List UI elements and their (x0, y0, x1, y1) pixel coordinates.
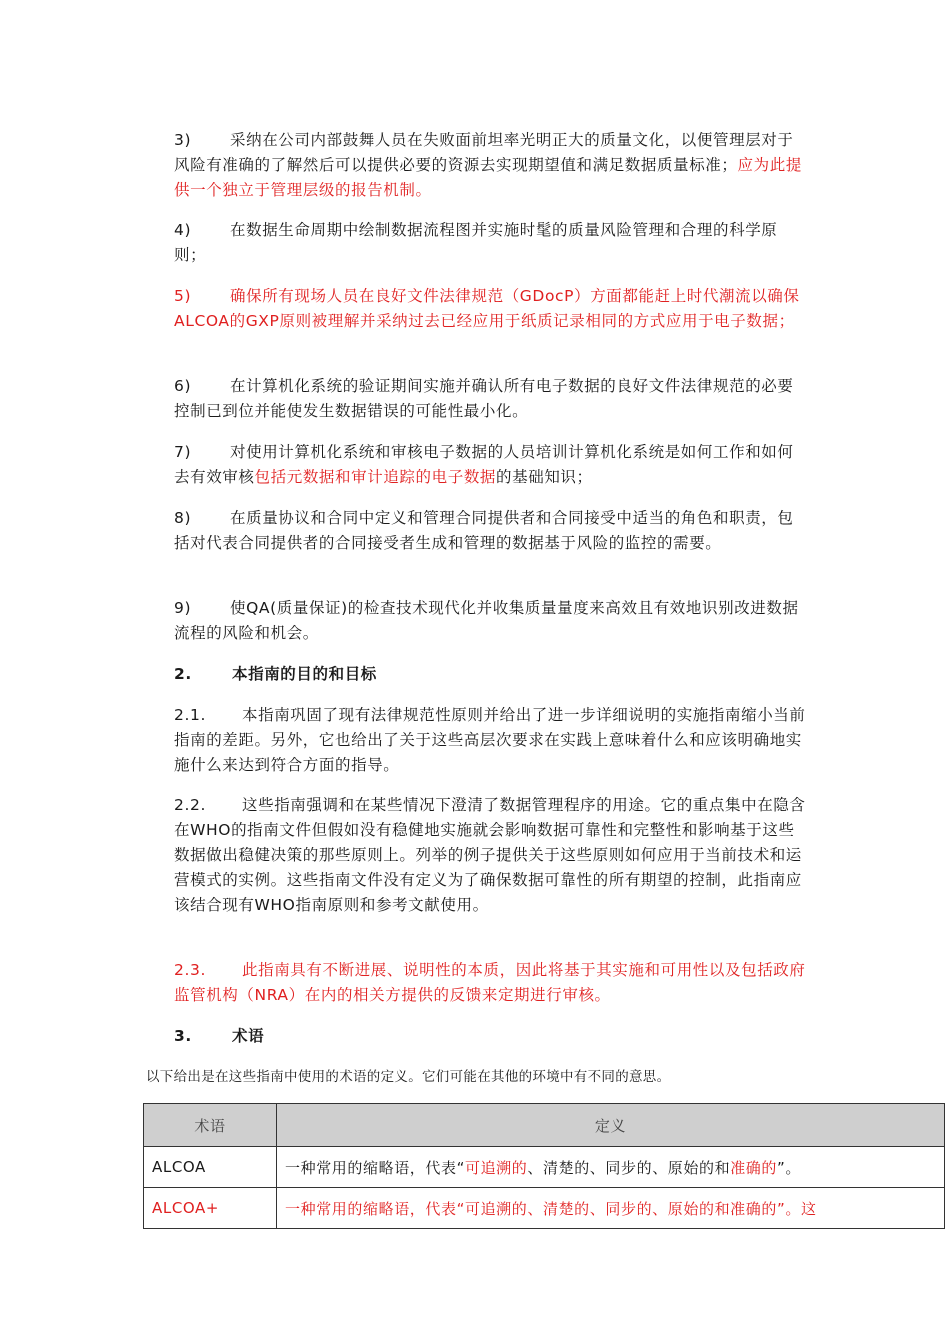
section-title: 术语 (232, 1027, 265, 1045)
item-number: 4) (174, 221, 192, 239)
definition-cell: 一种常用的缩略语，代表“可追溯的、清楚的、同步的、原始的和准确的”。这 (277, 1188, 945, 1229)
list-item-7 (174, 440, 806, 490)
item-text: 在质量协议和合同中定义和管理合同提供者和合同接受中适当的角色和职责，包括对代表合同提供者的合同接受者生成和管理的数据基于风险的监控的需要。 (174, 509, 794, 552)
paragraph-2-1 (174, 703, 806, 778)
paragraph-number: 2.1. (174, 706, 206, 724)
item-number: 5) (174, 287, 192, 305)
item-number: 3) (174, 131, 192, 149)
paragraph-2-2 (174, 793, 806, 918)
list-item-3 (174, 128, 806, 203)
paragraph-number: 2.2. (174, 796, 206, 814)
item-number: 6) (174, 377, 192, 395)
item-number: 7) (174, 443, 192, 461)
item-text: 确保所有现场人员在良好文件法律规范（GDocP）方面都能赶上时代潮流以确保ALCOA的GXP原则被理解并采纳过去已经应用于纸质记录相同的方式应用于电子数据； (174, 287, 800, 330)
definition-highlight: 准确的 (730, 1158, 778, 1177)
definition-cell (277, 1147, 945, 1188)
section-heading-2 (174, 662, 377, 687)
section-title: 本指南的目的和目标 (232, 665, 377, 683)
item-text-tail: 的基础知识； (496, 468, 593, 486)
section-number: 3. (174, 1027, 192, 1045)
list-item-8 (174, 506, 806, 556)
item-number: 9) (174, 599, 192, 617)
paragraph-2-3 (174, 958, 806, 1008)
terms-intro: 以下给出是在这些指南中使用的术语的定义。它们可能在其他的环境中有不同的意思。 (146, 1069, 671, 1085)
header-definition: 定义 (277, 1104, 945, 1147)
section-number: 2. (174, 665, 192, 683)
paragraph-text: 此指南具有不断进展、说明性的本质，因此将基于其实施和可用性以及包括政府监管机构（NRA）在内的相关方提供的反馈来定期进行审核。 (174, 961, 806, 1004)
item-text: 在计算机化系统的验证期间实施并确认所有电子数据的良好文件法律规范的必要控制已到位并能使发生数据错误的可能性最小化。 (174, 377, 794, 420)
list-item-5 (174, 284, 806, 334)
item-text: 对使用计算机化系统和审核电子数据的人员培训计算机化系统是如何工作和如何去有效审核 (174, 443, 794, 486)
table-row (144, 1188, 945, 1229)
item-text-highlight: 应为此提供一个独立于管理层级的报告机制。 (174, 156, 802, 199)
item-text: 在数据生命周期中绘制数据流程图并实施时髦的质量风险管理和合理的科学原则； (174, 221, 778, 264)
list-item-4 (174, 218, 806, 268)
paragraph-text: 本指南巩固了现有法律规范性原则并给出了进一步详细说明的实施指南缩小当前指南的差距。另外，它也给出了关于这些高层次要求在实践上意味着什么和应该明确地实施什么来达到符合方面的指导。 (174, 706, 806, 774)
definition-text: 一种常用的缩略语，代表“ (285, 1158, 465, 1177)
section-heading-3 (174, 1024, 264, 1049)
item-text-highlight: 包括元数据和审计追踪的电子数据 (254, 468, 497, 486)
definition-text: 、清楚的、同步的、原始的和 (527, 1158, 731, 1177)
list-item-6 (174, 374, 806, 424)
definition-highlight: 可追溯的 (464, 1158, 528, 1177)
table-header-row (144, 1104, 945, 1147)
paragraph-text: 这些指南强调和在某些情况下澄清了数据管理程序的用途。它的重点集中在隐含在WHO的指南文件但假如没有稳健地实施就会影响数据可靠性和完整性和影响基于这些数据做出稳健决策的那些原则上。列举的例子提供关于这些原则如何应用于当前技术和运营模式的实例。这些指南文件没有定义为了确保数据可靠性的所有期望的控制，此指南应该结合现有WHO指南原则和参考文献使用。 (174, 796, 806, 914)
list-item-9 (174, 596, 806, 646)
paragraph-number: 2.3. (174, 961, 206, 979)
table-row (144, 1147, 945, 1188)
terms-table (143, 1103, 945, 1229)
term-cell: ALCOA (144, 1147, 277, 1188)
header-term: 术语 (144, 1104, 277, 1147)
item-number: 8) (174, 509, 192, 527)
term-cell: ALCOA+ (144, 1188, 277, 1229)
item-text: 使QA(质量保证)的检查技术现代化并收集质量量度来高效且有效地识别改进数据流程的风险和机会。 (174, 599, 799, 642)
item-text: 采纳在公司内部鼓舞人员在失败面前坦率光明正大的质量文化，以便管理层对于风险有准确的了解然后可以提供必要的资源去实现期望值和满足数据质量标准； (174, 131, 794, 174)
definition-text: ”。 (777, 1158, 801, 1177)
